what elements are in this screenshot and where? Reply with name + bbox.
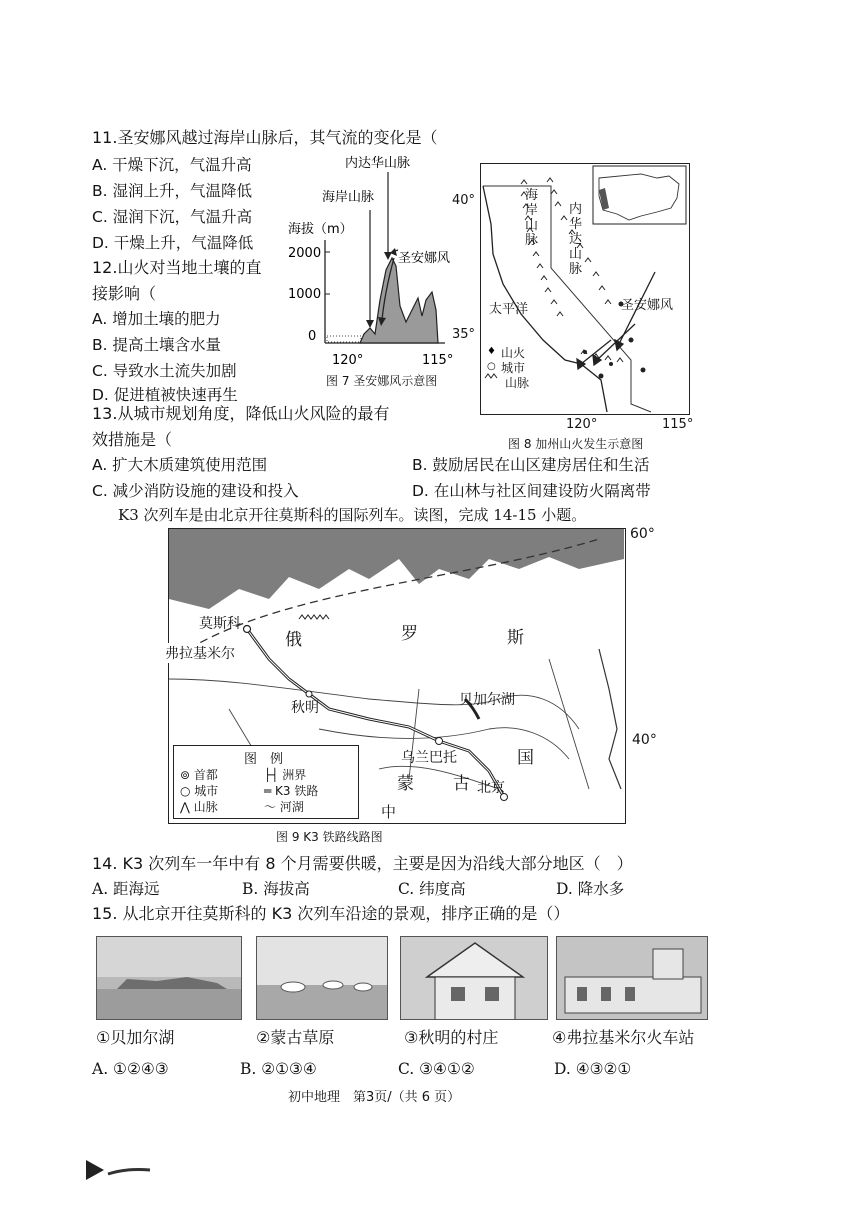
q11-option-b: B. 湿润上升，气温降低 [92,182,252,200]
fig8-map-frame [480,163,690,415]
q12-option-a: A. 增加土壤的肥力 [92,310,221,328]
fig9-china-char1: 国 [517,748,534,768]
q15-photo-grassland [256,936,388,1020]
fig9-moscow-dot [244,626,251,633]
q12-stem-line2: 接影响（ [92,284,157,303]
fig7-terrain [360,258,438,343]
q15-option-d: D. ④③②① [554,1060,632,1078]
fig9-ulaanbaatar-dot [436,738,443,745]
q13-option-b: B. 鼓励居民在山区建房居住和生活 [412,456,650,474]
fig9-legend-title: 图 例 [244,752,284,767]
fig9-ural-mountains [299,615,329,619]
fig7-label-inner: 内达华山脉 [345,156,411,171]
fig7-caption: 图 7 圣安娜风示意图 [326,374,438,388]
q15-photo-label-2: ②蒙古草原 [256,1028,335,1047]
q12-stem-line1: 12.山火对当地土壤的直 [92,258,262,277]
fig9-russia-char3: 斯 [507,628,524,648]
fig8-lat-40: 40° [452,193,476,208]
fig9-legend-river: ～ 河湖 [264,800,304,814]
q14-option-b: B. 海拔高 [242,880,310,898]
fig9-china-char2: 中 [381,803,397,821]
q15-photo-label-4: ④弗拉基米尔火车站 [552,1028,695,1047]
figure-8 [448,155,708,455]
q11-stem: 11.圣安娜风越过海岸山脉后，其气流的变化是（ [92,128,438,147]
q14-option-a: A. 距海远 [92,880,160,898]
q12-option-b: B. 提高土壤含水量 [92,336,221,354]
q12-option-d: D. 促进植被快速再生 [92,386,238,404]
fig8-lon-115: 115° [662,417,694,432]
fig7-wind-label: 圣安娜风 [398,251,451,266]
q14-option-d: D. 降水多 [556,880,625,898]
fig9-caption: 图 9 K3 铁路线路图 [276,830,383,844]
q13-stem-line2: 效措施是（ [92,430,173,449]
q12-option-c: C. 导致水土流失加剧 [92,362,237,380]
fig7-sea [327,336,361,342]
scan-artifact-mark [86,1158,156,1184]
fig8-lat-35: 35° [452,327,476,342]
q13-option-a: A. 扩大木质建筑使用范围 [92,456,268,474]
fig7-xtick-115: 115° [422,353,454,368]
fig9-city-moscow: 莫斯科 [199,616,241,632]
fig9-legend [173,745,359,819]
fig8-legend-mountain: 山脉 [505,376,530,390]
fig8-ocean: 太平洋 [489,302,529,317]
figure-7 [280,140,470,400]
fig7-ytick-1000: 1000 [288,287,322,302]
fig9-city-tyumen: 秋明 [291,700,319,716]
q15-photo-vladimir-station [556,936,708,1020]
q15-photo-label-3: ③秋明的村庄 [404,1028,499,1047]
fig7-label-coast: 海岸山脉 [322,190,375,205]
fig9-city-vladimir: 弗拉基米尔 [165,643,235,663]
fig9-arctic [169,529,624,609]
fig8-coast-range: 海岸山脉 [525,188,539,248]
fig9-lat-60: 60° [630,526,655,542]
fig9-legend-railway: ═ K3 铁路 [264,784,319,798]
q15-option-a: A. ①②④③ [92,1060,169,1078]
q15-photo-label-1: ①贝加尔湖 [96,1028,175,1047]
fig9-lat-40: 40° [632,732,657,748]
fig8-caption: 图 8 加州山火发生示意图 [508,437,644,451]
fig8-wind: 圣安娜风 [621,298,674,313]
q15-option-b: B. ②①③④ [240,1060,317,1078]
fig9-russia-char1: 俄 [285,630,302,650]
q13-option-d: D. 在山林与社区间建设防火隔离带 [412,482,651,500]
fig9-legend-continent: ├┤ 洲界 [264,768,307,782]
q14-option-c: C. 纬度高 [398,880,466,898]
fig9-city-beijing: 北京 [477,780,505,796]
q15-photo-tyumen-village [400,936,548,1020]
fig8-legend-fire: 山火 [501,346,526,360]
q15-option-c: C. ③④①② [398,1060,475,1078]
fig8-wind-arrows [577,272,655,369]
svg-text:○: ○ [487,361,496,372]
q14-stem: 14. K3 次列车一年中有 8 个月需要供暖，主要是因为沿线大部分地区（ ） [92,854,633,873]
svg-text:♦: ♦ [487,346,496,357]
fig7-ytick-0: 0 [308,329,317,344]
fig8-lon-120: 120° [566,417,598,432]
fig9-legend-mountain: ⋀ 山脉 [180,800,218,814]
fig9-lake-baikal: 贝加尔湖 [459,692,515,708]
fig9-mongolia-char2: 古 [453,774,470,794]
q11-option-c: C. 湿润下沉，气温升高 [92,208,253,226]
fig9-legend-capital: ⊚ 首都 [180,768,218,782]
figure-7-profile [280,140,470,400]
q13-stem-line1: 13.从城市规划角度，降低山火风险的最有 [92,404,390,423]
figure-9-map [165,528,626,824]
q11-option-a: A. 干燥下沉，气温升高 [92,156,252,174]
k3-intro: K3 次列车是由北京开往莫斯科的国际列车。读图，完成 14-15 小题。 [118,506,587,524]
fig8-sierra: 内华达山脉 [569,202,583,277]
page-footer: 初中地理 第3页/（共 6 页） [288,1090,461,1105]
fig7-ytick-2000: 2000 [288,246,322,261]
q13-option-c: C. 减少消防设施的建设和投入 [92,482,299,500]
fig7-xtick-120: 120° [332,353,364,368]
q15-stem: 15. 从北京开往莫斯科的 K3 次列车沿途的景观，排序正确的是（） [92,904,570,923]
fig7-ylabel: 海拔（m） [288,222,353,237]
fig8-legend [485,346,497,378]
fig9-city-ulaanbaatar: 乌兰巴托 [401,750,457,766]
q11-option-d: D. 干燥上升，气温降低 [92,234,254,252]
fig9-legend-city: ○ 城市 [180,784,219,798]
fig9-russia-char2: 罗 [401,624,418,644]
fig9-mongolia-char1: 蒙 [397,774,414,794]
fig8-legend-city: 城市 [501,361,526,375]
q15-photo-baikal [96,936,242,1020]
